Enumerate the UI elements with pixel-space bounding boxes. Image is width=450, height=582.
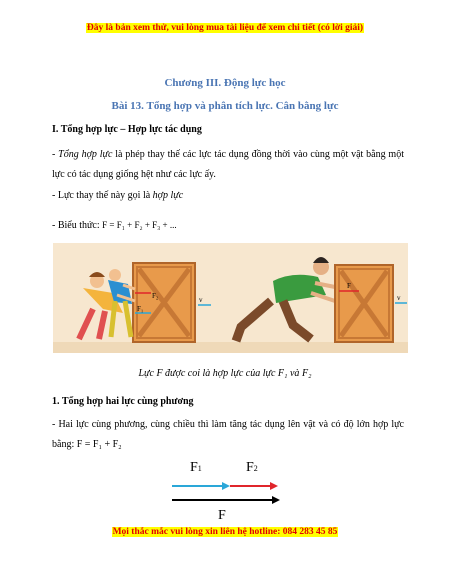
formula: F = F₁ + F₂ + F₃ + ...: [102, 220, 177, 230]
section1-title: I. Tổng hợp lực – Hợp lực tác dụng: [52, 124, 202, 135]
formula-label: - Biểu thức:: [52, 220, 100, 231]
label-f1-left: F₁: [137, 305, 144, 313]
ground: [53, 342, 408, 353]
vector-addition-diagram: [170, 460, 290, 530]
formula-line: [52, 215, 404, 236]
illustration-pushing-crates: [53, 243, 408, 353]
left-crate: [133, 263, 195, 342]
right-crate: [335, 265, 393, 342]
term-hop-luc: hợp lực: [152, 190, 184, 201]
pushing-illustration: [53, 243, 408, 353]
chapter-title: Chương III. Động lực học: [164, 77, 286, 89]
label-f-right: F: [347, 282, 351, 290]
definition-paragraph: [52, 145, 404, 185]
para1-lead: -: [52, 149, 59, 160]
man-pushing: [236, 257, 335, 341]
children-pushing: [79, 269, 135, 339]
label-f: F: [218, 508, 226, 523]
lesson-title: Bài 13. Tổng hợp và phân tích lực. Cân bằng lực: [111, 100, 339, 112]
label-f1: F1: [190, 460, 202, 475]
label-f2: F2: [246, 460, 258, 475]
same-direction-paragraph: - Hai lực cùng phương, cùng chiều thì làm tăng tác dụng lên vật và có độ lớn hợp lực bằng: F = F₁ + F₂: [52, 419, 404, 450]
para1-rest: là phép thay thế các lực tác dụng đồng thời vào cùng một vật bằng một lực có tác dụng giống hệt như các lực ấy.: [52, 149, 404, 180]
label-v-right: v: [397, 294, 401, 302]
label-v-left: v: [199, 296, 203, 304]
resultant-definition: [52, 186, 404, 206]
hotline-notice: Mọi thắc mắc vui lòng xin liên hệ hotline: 084 283 45 85: [112, 527, 338, 537]
para2-text: - Lực thay thế này gọi là: [52, 190, 153, 201]
term-tong-hop-luc: Tổng hợp lực: [58, 149, 113, 160]
section2-title: 1. Tổng hợp hai lực cùng phương: [52, 396, 194, 407]
figure-caption: Lực F được coi là hợp lực của lực F₁ và F₂: [138, 368, 312, 379]
preview-notice: Đây là bản xem thử, vui lòng mua tài liệu để xem chi tiết (có lời giải): [86, 23, 364, 33]
label-f2-left: F₂: [152, 292, 159, 300]
